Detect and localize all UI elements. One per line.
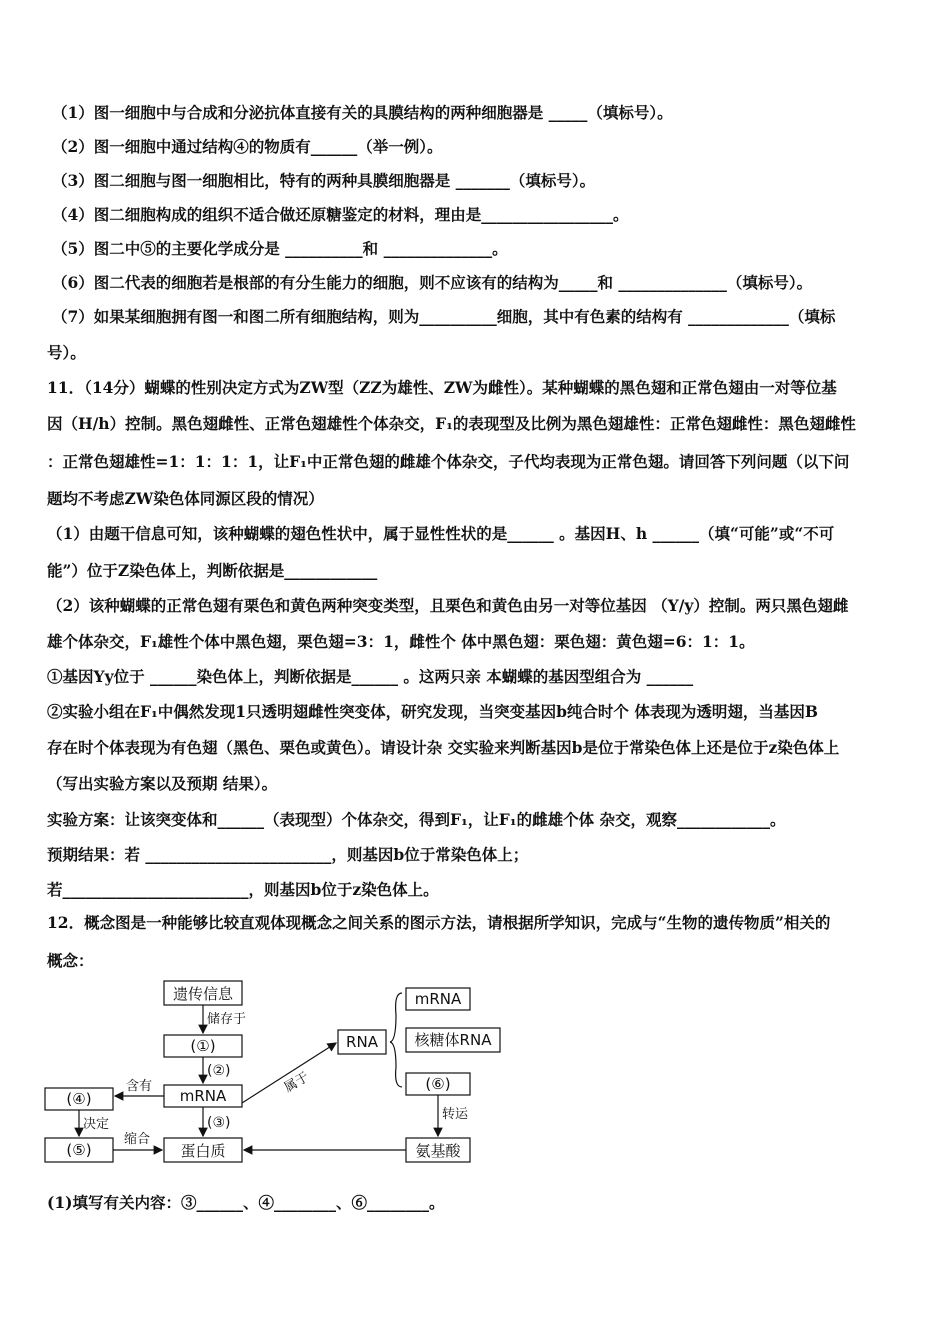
question-11-part-2: （2）该种蝴蝶的正常色翅有栗色和黄色两种突变类型，且栗色和黄色由另一对等位基因 （Y/y）控制。两只黑色翅雌 xyxy=(47,596,849,615)
text-mrna-center: mRNA xyxy=(179,1087,227,1105)
question-11-stem-line2: 因（H/h）控制。黑色翅雌性、正常色翅雄性个体杂交，F₁的表现型及比例为黑色翅雄性：正常色翅雌性：黑色翅雌性 xyxy=(47,414,856,433)
question-11-stem-line4: 题均不考虑ZW染色体同源区段的情况） xyxy=(47,489,324,508)
text-mrna-right: mRNA xyxy=(414,990,462,1008)
question-10-part-6: （6）图二代表的细胞若是根部的有分生能力的细胞，则不应该有的结构为_____和 ______________（填标号）。 xyxy=(52,273,813,292)
question-11-sub-2-cont: 存在时个体表现为有色翅（黑色、栗色或黄色）。请设计杂 交实验来判断基因b是位于常染色体上还是位于z染色体上 xyxy=(47,738,840,757)
question-11-stem: 11．（14分）蝴蝶的性别决定方式为ZW型（ZZ为雄性、ZW为雌性）。某种蝴蝶的黑色翅和正常色翅由一对等位基 xyxy=(47,378,837,397)
question-11-stem-line3: ：正常色翅雄性=1：1：1：1，让F₁中正常色翅的雌雄个体杂交，子代均表现为正常色翅。请回答下列问题（以下问 xyxy=(47,452,850,471)
experiment-plan: 实验方案：让该突变体和______（表现型）个体杂交，得到F₁，让F₁的雌雄个体 杂交，观察____________。 xyxy=(47,810,786,829)
question-10-part-4: （4）图二细胞构成的组织不适合做还原糖鉴定的材料，理由是_________________。 xyxy=(52,205,629,224)
text-rrna: 核糖体RNA xyxy=(414,1031,492,1049)
rna-brace xyxy=(390,993,402,1087)
label-belongs: 属于 xyxy=(281,1069,312,1096)
question-11-part-1: （1）由题干信息可知，该种蝴蝶的翅色性状中，属于显性性状的是______ 。基因H、h ______（填“可能”或“不可 xyxy=(47,524,835,543)
question-10-part-7: （7）如果某细胞拥有图一和图二所有细胞结构，则为__________细胞，其中有色素的结构有 _____________（填标 xyxy=(52,307,836,326)
text-box-1: (①) xyxy=(190,1037,216,1055)
question-10-part-7-cont: 号）。 xyxy=(47,343,86,362)
label-decides: 决定 xyxy=(83,1117,110,1132)
question-10-part-1: （1）图一细胞中与合成和分泌抗体直接有关的具膜结构的两种细胞器是 _____（填标号）。 xyxy=(52,103,673,122)
text-protein: 蛋白质 xyxy=(180,1142,226,1160)
question-10-part-2: （2）图一细胞中通过结构④的物质有______（举一例）。 xyxy=(52,137,443,156)
question-10-part-5: （5）图二中⑤的主要化学成分是 __________和 ______________。 xyxy=(52,239,508,258)
question-11-sub-1: ①基因Yy位于 ______染色体上，判断依据是______ 。这两只亲 本蝴蝶的基因型组合为 ______ xyxy=(47,667,694,686)
label-3: (③) xyxy=(207,1115,231,1131)
concept-map-diagram xyxy=(40,975,510,1170)
label-contains: 含有 xyxy=(126,1079,153,1094)
text-genetic-info: 遗传信息 xyxy=(172,985,234,1003)
question-10-part-3: （3）图二细胞与图一细胞相比，特有的两种具膜细胞器是 _______（填标号）。 xyxy=(52,171,596,190)
text-box-4: (④) xyxy=(66,1090,92,1108)
label-2: (②) xyxy=(207,1063,231,1079)
text-box-6: (⑥) xyxy=(425,1075,451,1093)
question-11-sub-2: ②实验小组在F₁中偶然发现1只透明翅雌性突变体，研究发现，当突变基因b纯合时个 体表现为透明翅，当基因B xyxy=(47,702,818,721)
question-11-sub-2-cont2: （写出实验方案以及预期 结果）。 xyxy=(47,774,278,793)
text-box-5: (⑤) xyxy=(66,1141,92,1159)
question-12-stem-cont: 概念： xyxy=(47,951,94,970)
question-12-part-1: (1)填写有关内容：③______、④________、⑥________。 xyxy=(47,1193,445,1212)
label-condense: 缩合 xyxy=(124,1132,151,1147)
question-11-part-2-cont: 雄个体杂交，F₁雄性个体中黑色翅，栗色翅=3：1，雌性个 体中黑色翅：栗色翅：黄色翅=6：1：1。 xyxy=(47,632,755,651)
question-12-stem: 12．概念图是一种能够比较直观体现概念之间关系的图示方法，请根据所学知识，完成与“生物的遗传物质”相关的 xyxy=(47,913,831,932)
text-amino-acid: 氨基酸 xyxy=(415,1142,461,1160)
label-store: 储存于 xyxy=(207,1012,247,1027)
text-rna: RNA xyxy=(346,1033,378,1051)
expected-result-2: 若________________________，则基因b位于z染色体上。 xyxy=(47,880,439,899)
question-11-part-1-cont: 能”）位于Z染色体上，判断依据是____________ xyxy=(47,561,378,580)
label-transport: 转运 xyxy=(442,1107,469,1122)
expected-result-1: 预期结果：若 ________________________，则基因b位于常染色体上； xyxy=(47,845,529,864)
